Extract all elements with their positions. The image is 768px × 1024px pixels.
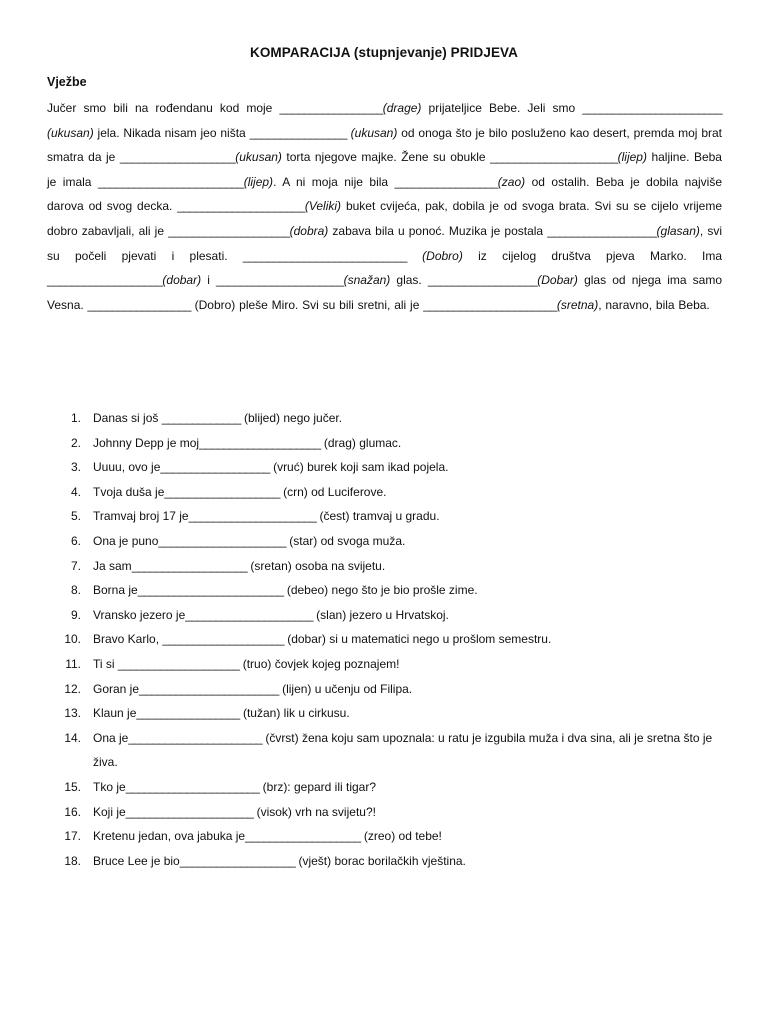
sentence-text: (star) od svoga muža. bbox=[285, 533, 406, 548]
answer-blank[interactable]: _________________ bbox=[136, 706, 240, 721]
answer-blank[interactable]: __________________ bbox=[547, 223, 657, 238]
adjective-hint: (Veliki) bbox=[304, 199, 342, 214]
adjective-hint: (ukusan) bbox=[350, 125, 398, 140]
answer-blank[interactable]: _____________________ bbox=[490, 150, 618, 165]
sentence-text: (Dobro) pleše Miro. Svi su bili sretni, ali je bbox=[190, 297, 424, 312]
sentence-text: (lijen) u učenju od Filipa. bbox=[278, 681, 413, 696]
answer-blank[interactable]: ______________________ bbox=[128, 730, 262, 745]
sentence-text: Tramvaj broj 17 je bbox=[93, 509, 189, 524]
adjective-hint: (lijep) bbox=[243, 174, 274, 189]
sentence-text: (debeo) nego što je bio prošle zime. bbox=[283, 583, 478, 598]
sentence-text: Uuuu, ovo je bbox=[93, 460, 161, 475]
sentence-text: jela. Nikada nisam jeo ništa bbox=[93, 125, 250, 140]
sentence-text: Bravo Karlo, bbox=[93, 632, 163, 647]
exercise-item bbox=[47, 824, 722, 849]
sentence-text: Bruce Lee je bio bbox=[93, 853, 180, 868]
answer-blank[interactable]: ______________________ bbox=[423, 297, 557, 312]
sentence-text: , svi su počeli pjevati i plesati. bbox=[47, 223, 723, 263]
answer-blank[interactable]: _______________________ bbox=[139, 681, 279, 696]
exercise-number: 14. bbox=[64, 730, 81, 745]
adjective-hint: (Dobro) bbox=[422, 248, 463, 263]
answer-blank[interactable]: ____________________ bbox=[199, 435, 321, 450]
answer-blank[interactable]: _________________ bbox=[87, 297, 191, 312]
sentence-text: (zreo) od tebe! bbox=[360, 829, 442, 844]
answer-blank[interactable]: _____________________ bbox=[188, 509, 317, 524]
sentence-text: Klaun je bbox=[93, 706, 137, 721]
adjective-hint: (snažan) bbox=[343, 273, 391, 288]
exercise-item bbox=[47, 603, 722, 628]
answer-blank[interactable]: ___________________ bbox=[179, 853, 296, 868]
exercise-number: 12. bbox=[64, 681, 81, 696]
sentence-text bbox=[407, 249, 422, 263]
adjective-hint: (sretna) bbox=[556, 297, 599, 312]
sentence-text: Ona je puno bbox=[93, 533, 159, 548]
exercise-number: 11. bbox=[65, 656, 81, 671]
answer-blank[interactable]: ________________ bbox=[249, 125, 347, 140]
adjective-hint: (dobra) bbox=[289, 223, 329, 238]
sentence-text: glas. bbox=[390, 273, 428, 288]
answer-blank[interactable]: ____________________ bbox=[162, 632, 284, 647]
answer-blank[interactable]: _______________________ bbox=[582, 101, 723, 115]
sentence-text: haljine. Beba je imala bbox=[47, 150, 722, 189]
adjective-hint: (ukusan) bbox=[235, 150, 282, 165]
adjective-hint: (drage) bbox=[382, 101, 422, 115]
sentence-text: (čest) tramvaj u gradu. bbox=[316, 509, 440, 524]
exercise-item bbox=[47, 701, 722, 726]
sentence-text: (drag) glumac. bbox=[320, 435, 402, 450]
answer-blank[interactable]: _____________________ bbox=[177, 199, 305, 214]
exercise-paragraph bbox=[47, 96, 722, 317]
exercise-number: 13. bbox=[64, 706, 81, 721]
exercise-item bbox=[47, 504, 722, 529]
sentence-text: (crn) od Luciferove. bbox=[279, 484, 387, 499]
sentence-text: (truo) čovjek kojeg poznajem! bbox=[239, 656, 400, 671]
answer-blank[interactable]: __________________ bbox=[427, 273, 538, 288]
exercise-number: 9. bbox=[70, 607, 81, 622]
sentence-text: prijateljice Bebe. Jeli smo bbox=[421, 101, 583, 115]
sentence-text: (tužan) lik u cirkusu. bbox=[239, 706, 350, 721]
sentence-text: Johnny Depp je moj bbox=[93, 435, 200, 450]
adjective-hint: (ukusan) bbox=[47, 125, 94, 140]
section-heading: Vježbe bbox=[47, 75, 87, 89]
sentence-text: iz cijelog društva pjeva Marko. Ima bbox=[462, 248, 722, 263]
sentence-text: Ona je bbox=[93, 730, 129, 745]
adjective-hint: (zao) bbox=[497, 174, 526, 189]
sentence-text: i bbox=[201, 273, 217, 288]
answer-blank[interactable]: ___________________ bbox=[47, 273, 163, 288]
answer-blank[interactable]: ___________________________ bbox=[242, 248, 407, 263]
exercise-number: 2. bbox=[70, 435, 81, 450]
exercise-number: 4. bbox=[70, 484, 81, 499]
exercise-number: 17. bbox=[64, 829, 81, 844]
sentence-text: (visok) vrh na svijetu?! bbox=[253, 804, 376, 819]
sentence-text: Ja sam bbox=[93, 558, 132, 573]
exercise-item bbox=[47, 431, 722, 456]
answer-blank[interactable]: ________________________ bbox=[97, 174, 244, 189]
exercise-item bbox=[47, 652, 722, 677]
sentence-text: Danas si još bbox=[93, 411, 162, 425]
answer-blank[interactable]: _____________________ bbox=[185, 607, 313, 622]
answer-blank[interactable]: ______________________ bbox=[125, 779, 260, 794]
sentence-text: buket cvijeća, pak, dobila je od svoga brata. Svi su se cijelo vrijeme dobro zabavljali, ali je bbox=[47, 199, 722, 238]
sentence-text: Goran je bbox=[93, 681, 140, 696]
sentence-text: glas od njega ima samo Vesna. bbox=[47, 273, 723, 312]
answer-blank[interactable]: ___________________ bbox=[245, 829, 361, 844]
sentence-text: Kretenu jedan, ova jabuka je bbox=[93, 829, 246, 844]
sentence-text: Borna je bbox=[93, 583, 138, 598]
answer-blank[interactable]: ____________________ bbox=[168, 223, 290, 238]
exercise-number: 5. bbox=[70, 509, 81, 524]
sentence-text: od ostalih. Beba je dobila najviše darova od svog decka. bbox=[47, 174, 722, 214]
exercise-number: 7. bbox=[70, 558, 81, 573]
exercise-number: 1. bbox=[70, 411, 81, 425]
answer-blank[interactable]: ___________________ bbox=[119, 150, 236, 165]
exercise-item bbox=[47, 480, 722, 505]
exercise-item bbox=[47, 726, 722, 775]
sentence-text: (blijed) nego jučer. bbox=[240, 411, 343, 425]
answer-blank[interactable]: _____________ bbox=[161, 411, 241, 425]
answer-blank[interactable]: ________________________ bbox=[137, 583, 284, 598]
sentence-text: torta njegove majke. Žene su obukle bbox=[281, 150, 491, 165]
sentence-text: (dobar) si u matematici nego u prošlom semestru. bbox=[283, 632, 552, 647]
exercise-item bbox=[47, 627, 722, 652]
adjective-hint: (Dobar) bbox=[537, 273, 578, 288]
exercise-item bbox=[47, 849, 722, 874]
answer-blank[interactable]: ____________________ bbox=[117, 656, 240, 671]
sentence-text: Vransko jezero je bbox=[93, 607, 186, 622]
sentence-text: Jučer smo bili na rođendanu kod moje bbox=[47, 101, 280, 115]
exercise-number: 6. bbox=[70, 533, 81, 548]
sentence-text: Ti si bbox=[93, 656, 118, 671]
sentence-text: (vješt) borac borilačkih vještina. bbox=[295, 853, 466, 868]
answer-blank[interactable]: _____________________ bbox=[158, 533, 286, 548]
sentence-text: Tvoja duša je bbox=[93, 484, 165, 499]
exercise-item bbox=[47, 578, 722, 603]
sentence-text: od onoga što je bilo posluženo kao desert, premda moj brat smatra da je bbox=[47, 125, 722, 165]
adjective-hint: (dobar) bbox=[162, 273, 202, 288]
sentence-text: (brz): gepard ili tigar? bbox=[259, 779, 377, 794]
exercise-number: 8. bbox=[70, 583, 81, 598]
sentence-text: . A ni moja nije bila bbox=[273, 174, 395, 189]
exercise-item bbox=[47, 554, 722, 579]
exercise-number: 3. bbox=[70, 460, 81, 475]
exercise-number: 10. bbox=[64, 632, 81, 647]
sentence-text: (slan) jezero u Hrvatskoj. bbox=[312, 607, 449, 622]
answer-blank[interactable]: ___________________ bbox=[131, 558, 248, 573]
exercise-list bbox=[47, 406, 722, 873]
answer-blank[interactable]: __________________ bbox=[160, 460, 270, 475]
sentence-text: (vruć) burek koji sam ikad pojela. bbox=[269, 460, 449, 475]
exercise-item bbox=[47, 529, 722, 554]
adjective-hint: (glasan) bbox=[656, 223, 700, 238]
exercise-item bbox=[47, 677, 722, 702]
exercise-number: 16. bbox=[64, 804, 81, 819]
exercise-item bbox=[47, 800, 722, 825]
exercise-item bbox=[47, 455, 722, 480]
answer-blank[interactable]: _________________ bbox=[394, 174, 498, 189]
adjective-hint: (lijep) bbox=[617, 150, 647, 165]
sentence-text: Tko je bbox=[93, 779, 126, 794]
sentence-text: (sretan) osoba na svijetu. bbox=[247, 558, 386, 573]
exercise-item bbox=[47, 406, 722, 431]
sentence-text: zabava bila u ponoć. Muzika je postala bbox=[328, 223, 548, 238]
sentence-text: , naravno, bila Beba. bbox=[598, 297, 710, 312]
answer-blank[interactable]: _________________ bbox=[279, 101, 383, 115]
exercise-number: 18. bbox=[64, 853, 81, 868]
sentence-text: Koji je bbox=[93, 804, 126, 819]
answer-blank[interactable]: _____________________ bbox=[216, 273, 344, 288]
sentence-text: (čvrst) žena koju sam upoznala: u ratu je izgubila muža i dva sina, ali je sretna što je živa. bbox=[93, 730, 713, 770]
answer-blank[interactable]: _____________________ bbox=[125, 804, 254, 819]
exercise-item bbox=[47, 775, 722, 800]
exercise-number: 15. bbox=[64, 779, 81, 794]
answer-blank[interactable]: ___________________ bbox=[164, 484, 280, 499]
page-title: KOMPARACIJA (stupnjevanje) PRIDJEVA bbox=[249, 45, 519, 60]
